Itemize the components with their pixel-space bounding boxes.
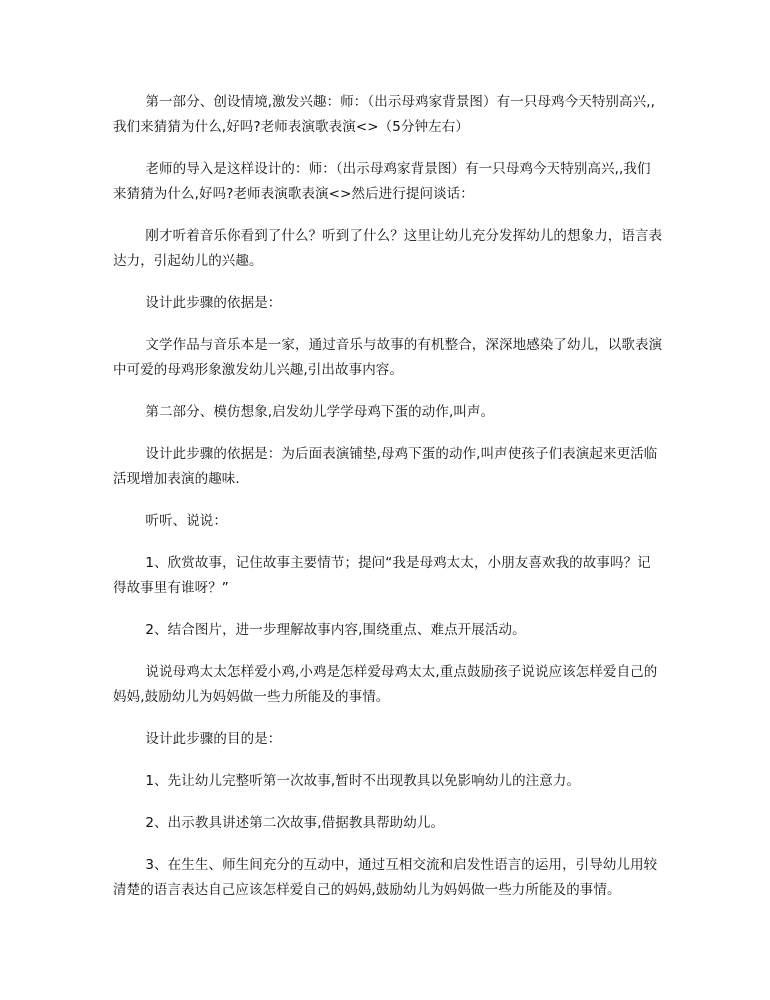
paragraph-music-question: 刚才听着音乐你看到了什么？听到了什么？这里让幼儿充分发挥幼儿的想象力，语言表达力，引起幼儿的兴趣。 xyxy=(113,228,663,269)
paragraph-step-1-story: 1、欣赏故事，记住故事主要情节；提问“我是母鸡太太，小朋友喜欢我的故事吗？记得故事里有谁呀？” xyxy=(113,555,651,596)
paragraph-step-2-pictures: 2、结合图片，进一步理解故事内容,围绕重点、难点开展活动。 xyxy=(145,622,526,638)
paragraph-purpose-1: 1、先让幼儿完整听第一次故事,暂时不出现教具以免影响幼儿的注意力。 xyxy=(145,773,581,789)
paragraph-purpose-3: 3、在生生、师生间充分的互动中，通过互相交流和启发性语言的运用，引导幼儿用较清楚的语言表达自己应该怎样爱自己的妈妈,鼓励幼儿为妈妈做一些力所能及的事情。 xyxy=(113,857,658,898)
document-body xyxy=(113,90,663,920)
paragraph-intro-design: 老师的导入是这样设计的：师：（出示母鸡家背景图）有一只母鸡今天特别高兴,,我们来猜猜为什么,好吗?老师表演歌表演<>然后进行提问谈话： xyxy=(113,161,651,202)
paragraph-basis-heading-1: 设计此步骤的依据是： xyxy=(145,295,282,311)
paragraph-talk-love: 说说母鸡太太怎样爱小鸡,小鸡是怎样爱母鸡太太,重点鼓励孩子说说应该怎样爱自己的妈妈,鼓励幼儿为妈妈做一些力所能及的事情。 xyxy=(113,664,658,705)
paragraph-part-two: 第二部分、模仿想象,启发幼儿学学母鸡下蛋的动作,叫声。 xyxy=(145,404,495,420)
paragraph-literature-music: 文学作品与音乐本是一家，通过音乐与故事的有机整合，深深地感染了幼儿，以歌表演中可爱的母鸡形象激发幼儿兴趣,引出故事内容。 xyxy=(113,337,663,378)
paragraph-part-one: 第一部分、创设情境,激发兴趣：师：（出示母鸡家背景图）有一只母鸡今天特别高兴,,我们来猜猜为什么,好吗?老师表演歌表演<>（5分钟左右） xyxy=(113,94,656,135)
paragraph-purpose-heading: 设计此步骤的目的是： xyxy=(145,731,282,747)
paragraph-basis-performance: 设计此步骤的依据是：为后面表演铺垫,母鸡下蛋的动作,叫声使孩子们表演起来更活临活现增加表演的趣味. xyxy=(113,446,658,487)
paragraph-purpose-2: 2、出示教具讲述第二次故事,借据教具帮助幼儿。 xyxy=(145,815,445,831)
paragraph-listen-speak: 听听、说说： xyxy=(145,513,227,529)
